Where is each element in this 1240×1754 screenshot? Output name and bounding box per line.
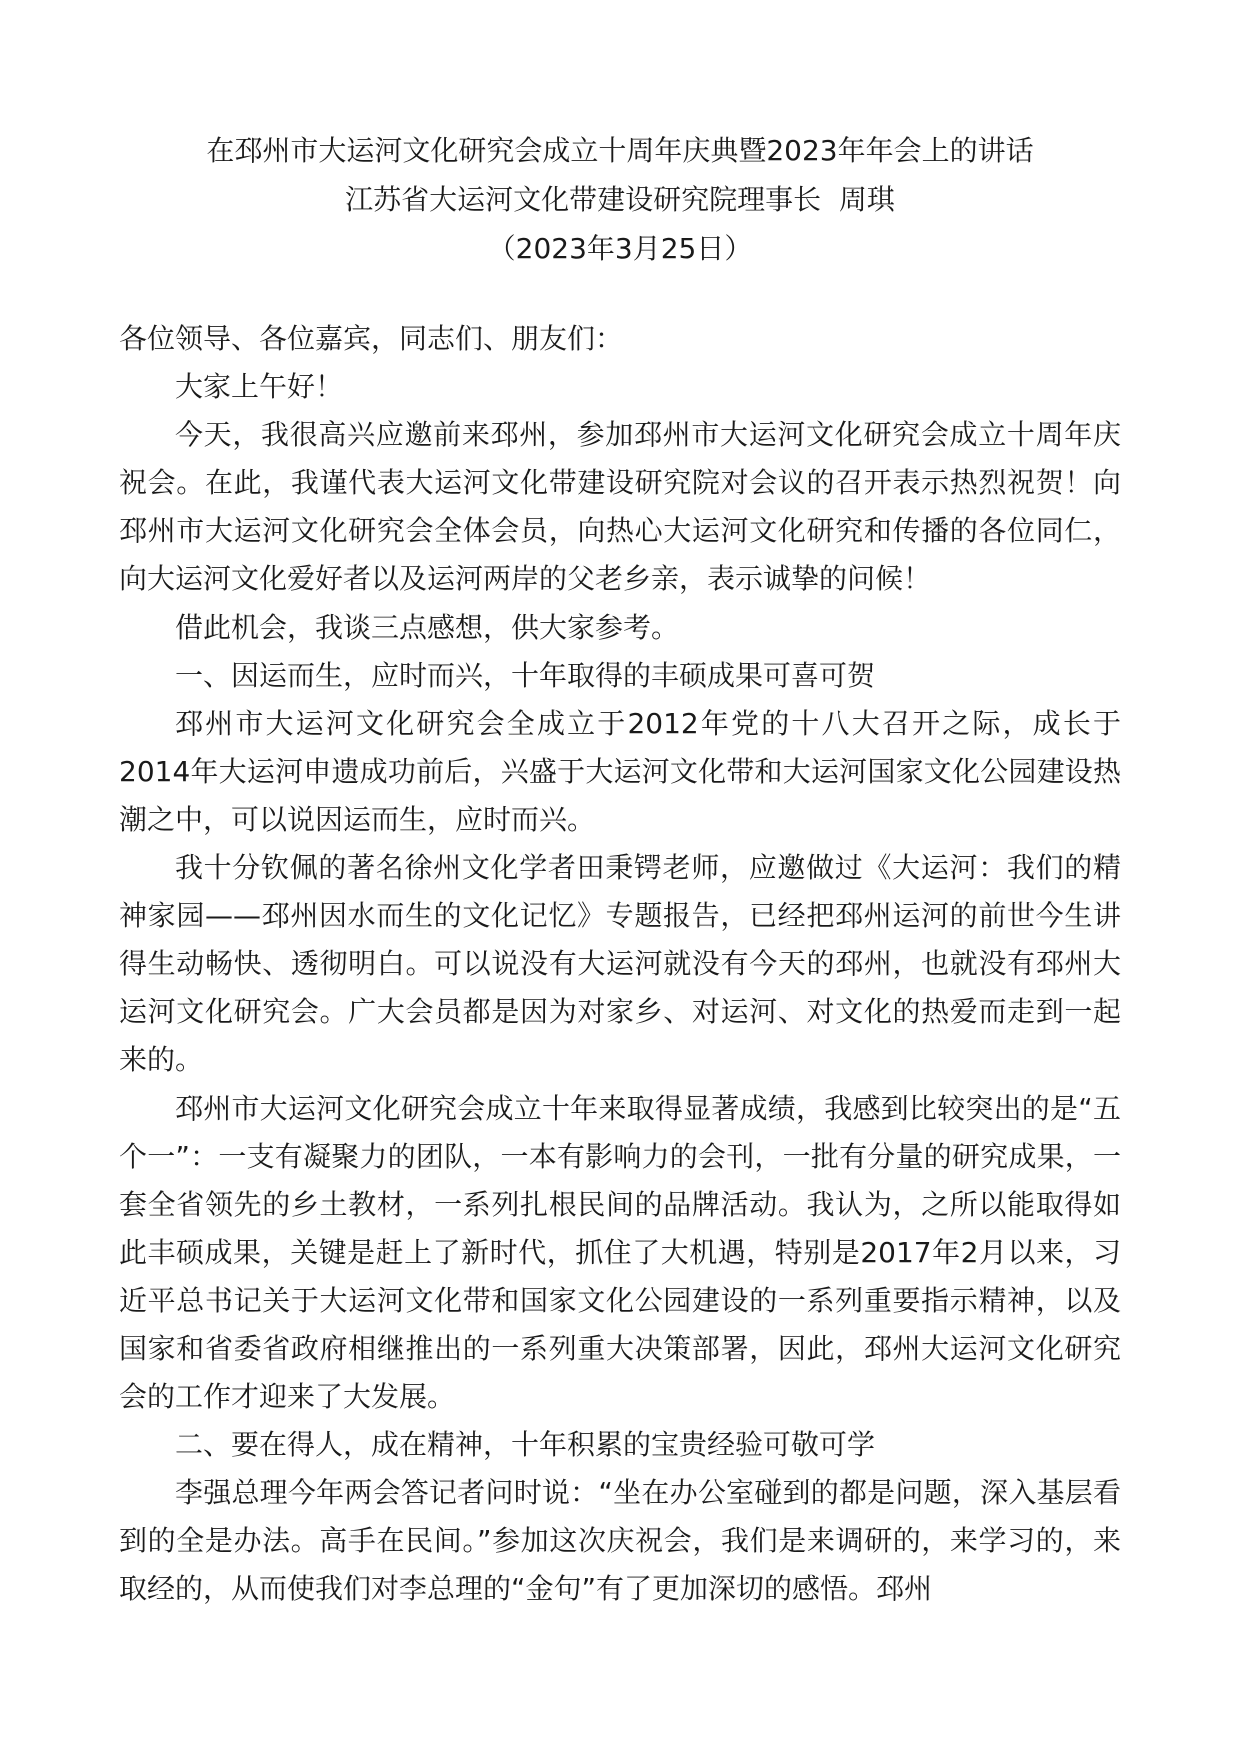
body-paragraph: 我十分钦佩的著名徐州文化学者田秉锷老师，应邀做过《大运河：我们的精神家园——邳州因水而生的文化记忆》专题报告，已经把邳州运河的前世今生讲得生动畅快、透彻明白。可以说没有大运河就没有今天的邳州，也就没有邳州大运河文化研究会。广大会员都是因为对家乡、对运河、对文化的热爱而走到一起来的。 — [119, 851, 1121, 1077]
section-heading-2: 二、要在得人，成在精神，十年积累的宝贵经验可敬可学 — [175, 1428, 876, 1462]
body-paragraph: 今天，我很高兴应邀前来邳州，参加邳州市大运河文化研究会成立十周年庆祝会。在此，我谨代表大运河文化带建设研究院对会议的召开表示热烈祝贺！向邳州市大运河文化研究会全体会员，向热心大运河文化研究和传播的各位同仁，向大运河文化爱好者以及运河两岸的父老乡亲，表示诚挚的问候！ — [119, 418, 1121, 596]
section-heading-1: 一、因运而生，应时而兴，十年取得的丰硕成果可喜可贺 — [175, 658, 876, 692]
body-paragraph: 借此机会，我谈三点感想，供大家参考。 — [175, 610, 680, 644]
speech-date: （2023年3月25日） — [487, 232, 753, 265]
salutation: 各位领导、各位嘉宾，同志们、朋友们： — [119, 322, 624, 355]
document-body — [119, 315, 1121, 1614]
greeting: 大家上午好！ — [175, 370, 344, 404]
speech-title: 在邳州市大运河文化研究会成立十周年庆典暨2023年年会上的讲话 — [206, 134, 1034, 167]
speaker-line: 江苏省大运河文化带建设研究院理事长 周琪 — [345, 183, 895, 216]
body-paragraph: 李强总理今年两会答记者问时说：“坐在办公室碰到的都是问题，深入基层看到的全是办法。高手在民间。”参加这次庆祝会，我们是来调研的，来学习的，来取经的，从而使我们对李总理的“金句”有了更加深切的感悟。邳州 — [119, 1476, 1121, 1606]
body-paragraph: 邳州市大运河文化研究会全成立于2012年党的十八大召开之际，成长于2014年大运河申遗成功前后，兴盛于大运河文化带和大运河国家文化公园建设热潮之中，可以说因运而生，应时而兴。 — [119, 706, 1121, 836]
body-paragraph: 邳州市大运河文化研究会成立十年来取得显著成绩，我感到比较突出的是“五个一”：一支有凝聚力的团队，一本有影响力的会刊，一批有分量的研究成果，一套全省领先的乡土教材，一系列扎根民间的品牌活动。我认为，之所以能取得如此丰硕成果，关键是赶上了新时代，抓住了大机遇，特别是2017年2月以来，习近平总书记关于大运河文化带和国家文化公园建设的一系列重要指示精神，以及国家和省委省政府相继推出的一系列重大决策部署，因此，邳州大运河文化研究会的工作才迎来了大发展。 — [119, 1091, 1121, 1414]
document-header — [0, 126, 1240, 273]
